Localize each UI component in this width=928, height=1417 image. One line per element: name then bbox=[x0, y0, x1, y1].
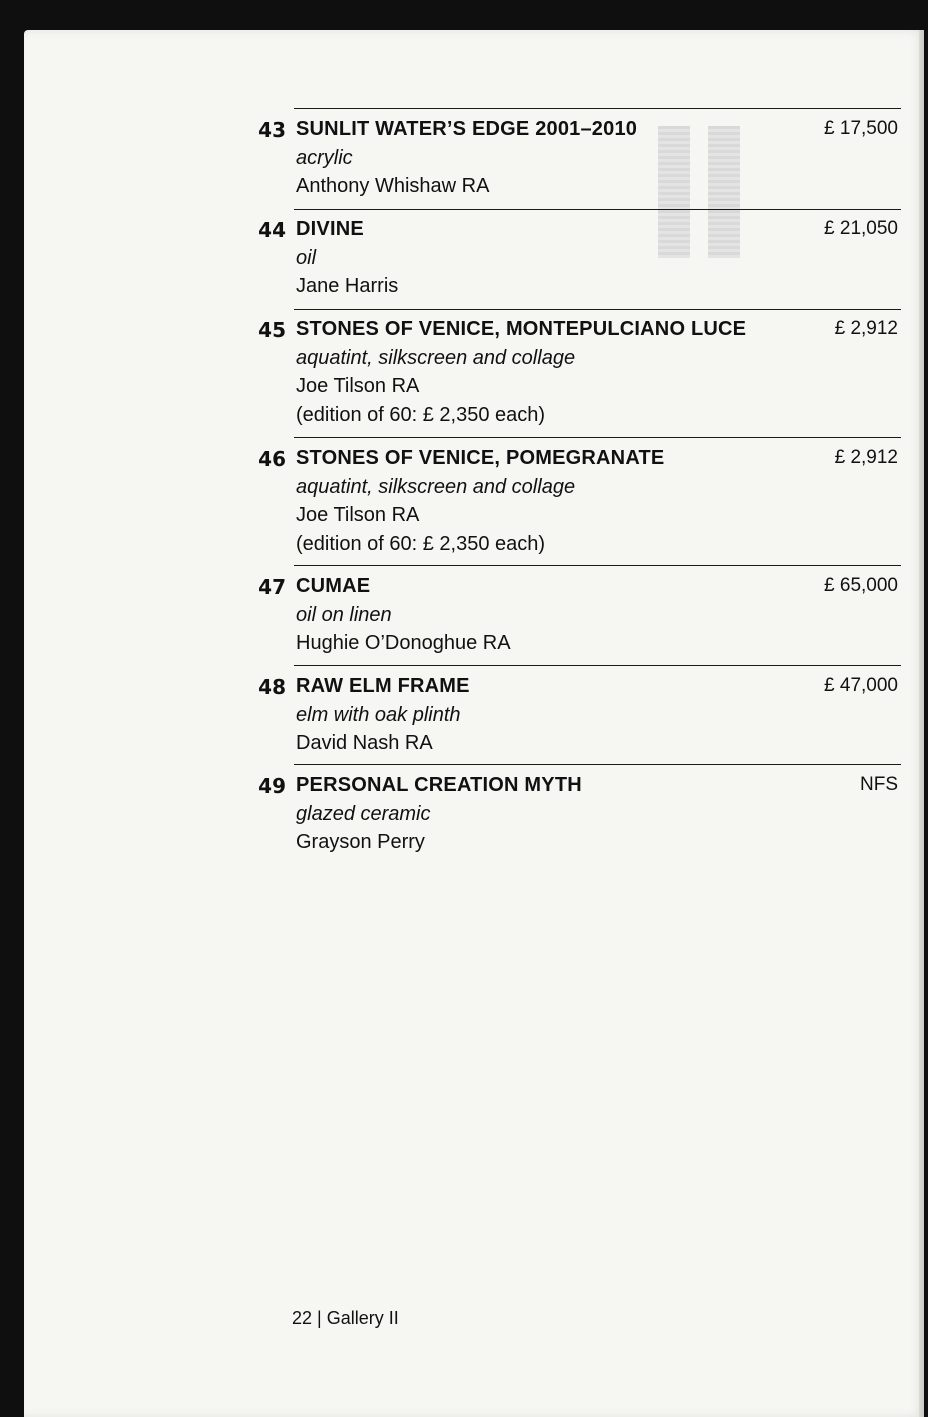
divider bbox=[294, 764, 901, 765]
page-footer bbox=[292, 1308, 399, 1329]
entry-price: £ 2,912 bbox=[834, 447, 898, 468]
entry-price: £ 47,000 bbox=[824, 675, 898, 696]
entry-number: 46 bbox=[258, 447, 286, 471]
entry-title: DIVINE bbox=[296, 218, 364, 240]
divider bbox=[294, 209, 901, 210]
divider bbox=[294, 665, 901, 666]
entry-medium: aquatint, silkscreen and collage bbox=[296, 476, 576, 498]
entry-edition: (edition of 60: £ 2,350 each) bbox=[296, 404, 546, 426]
entry-artist: Jane Harris bbox=[296, 275, 399, 297]
entry-title: SUNLIT WATER’S EDGE 2001–2010 bbox=[296, 118, 638, 140]
entry-medium: elm with oak plinth bbox=[296, 704, 461, 726]
entry-number: 47 bbox=[258, 575, 286, 599]
entry-artist: Anthony Whishaw RA bbox=[296, 175, 490, 197]
entry-price: NFS bbox=[860, 774, 898, 795]
entry-artist: Grayson Perry bbox=[296, 831, 425, 853]
entry-medium: glazed ceramic bbox=[296, 803, 431, 825]
entry-price: £ 2,912 bbox=[834, 318, 898, 339]
entry-number: 48 bbox=[258, 675, 286, 699]
entry-number: 44 bbox=[258, 218, 286, 242]
entry-medium: oil on linen bbox=[296, 604, 392, 626]
artwork-list bbox=[24, 30, 924, 1417]
footer-separator: | bbox=[317, 1308, 322, 1328]
divider bbox=[294, 565, 901, 566]
divider bbox=[294, 437, 901, 438]
catalogue-page bbox=[24, 30, 924, 1417]
entry-number: 43 bbox=[258, 118, 286, 142]
entry-edition: (edition of 60: £ 2,350 each) bbox=[296, 533, 546, 555]
entry-medium: aquatint, silkscreen and collage bbox=[296, 347, 576, 369]
entry-artist: Hughie O’Donoghue RA bbox=[296, 632, 511, 654]
entry-price: £ 65,000 bbox=[824, 575, 898, 596]
entry-price: £ 17,500 bbox=[824, 118, 898, 139]
entry-title: STONES OF VENICE, MONTEPULCIANO LUCE bbox=[296, 318, 747, 340]
entry-number: 49 bbox=[258, 774, 286, 798]
entry-title: STONES OF VENICE, POMEGRANATE bbox=[296, 447, 665, 469]
entry-title: RAW ELM FRAME bbox=[296, 675, 470, 697]
entry-number: 45 bbox=[258, 318, 286, 342]
entry-artist: Joe Tilson RA bbox=[296, 375, 420, 397]
entry-medium: oil bbox=[296, 247, 317, 269]
section-name: Gallery II bbox=[326, 1308, 399, 1328]
entry-artist: David Nash RA bbox=[296, 732, 433, 754]
page-number: 22 bbox=[292, 1308, 313, 1328]
entry-medium: acrylic bbox=[296, 147, 353, 169]
entry-title: CUMAE bbox=[296, 575, 371, 597]
entry-price: £ 21,050 bbox=[824, 218, 898, 239]
divider bbox=[294, 108, 901, 109]
divider bbox=[294, 309, 901, 310]
entry-artist: Joe Tilson RA bbox=[296, 504, 420, 526]
entry-title: PERSONAL CREATION MYTH bbox=[296, 774, 582, 796]
